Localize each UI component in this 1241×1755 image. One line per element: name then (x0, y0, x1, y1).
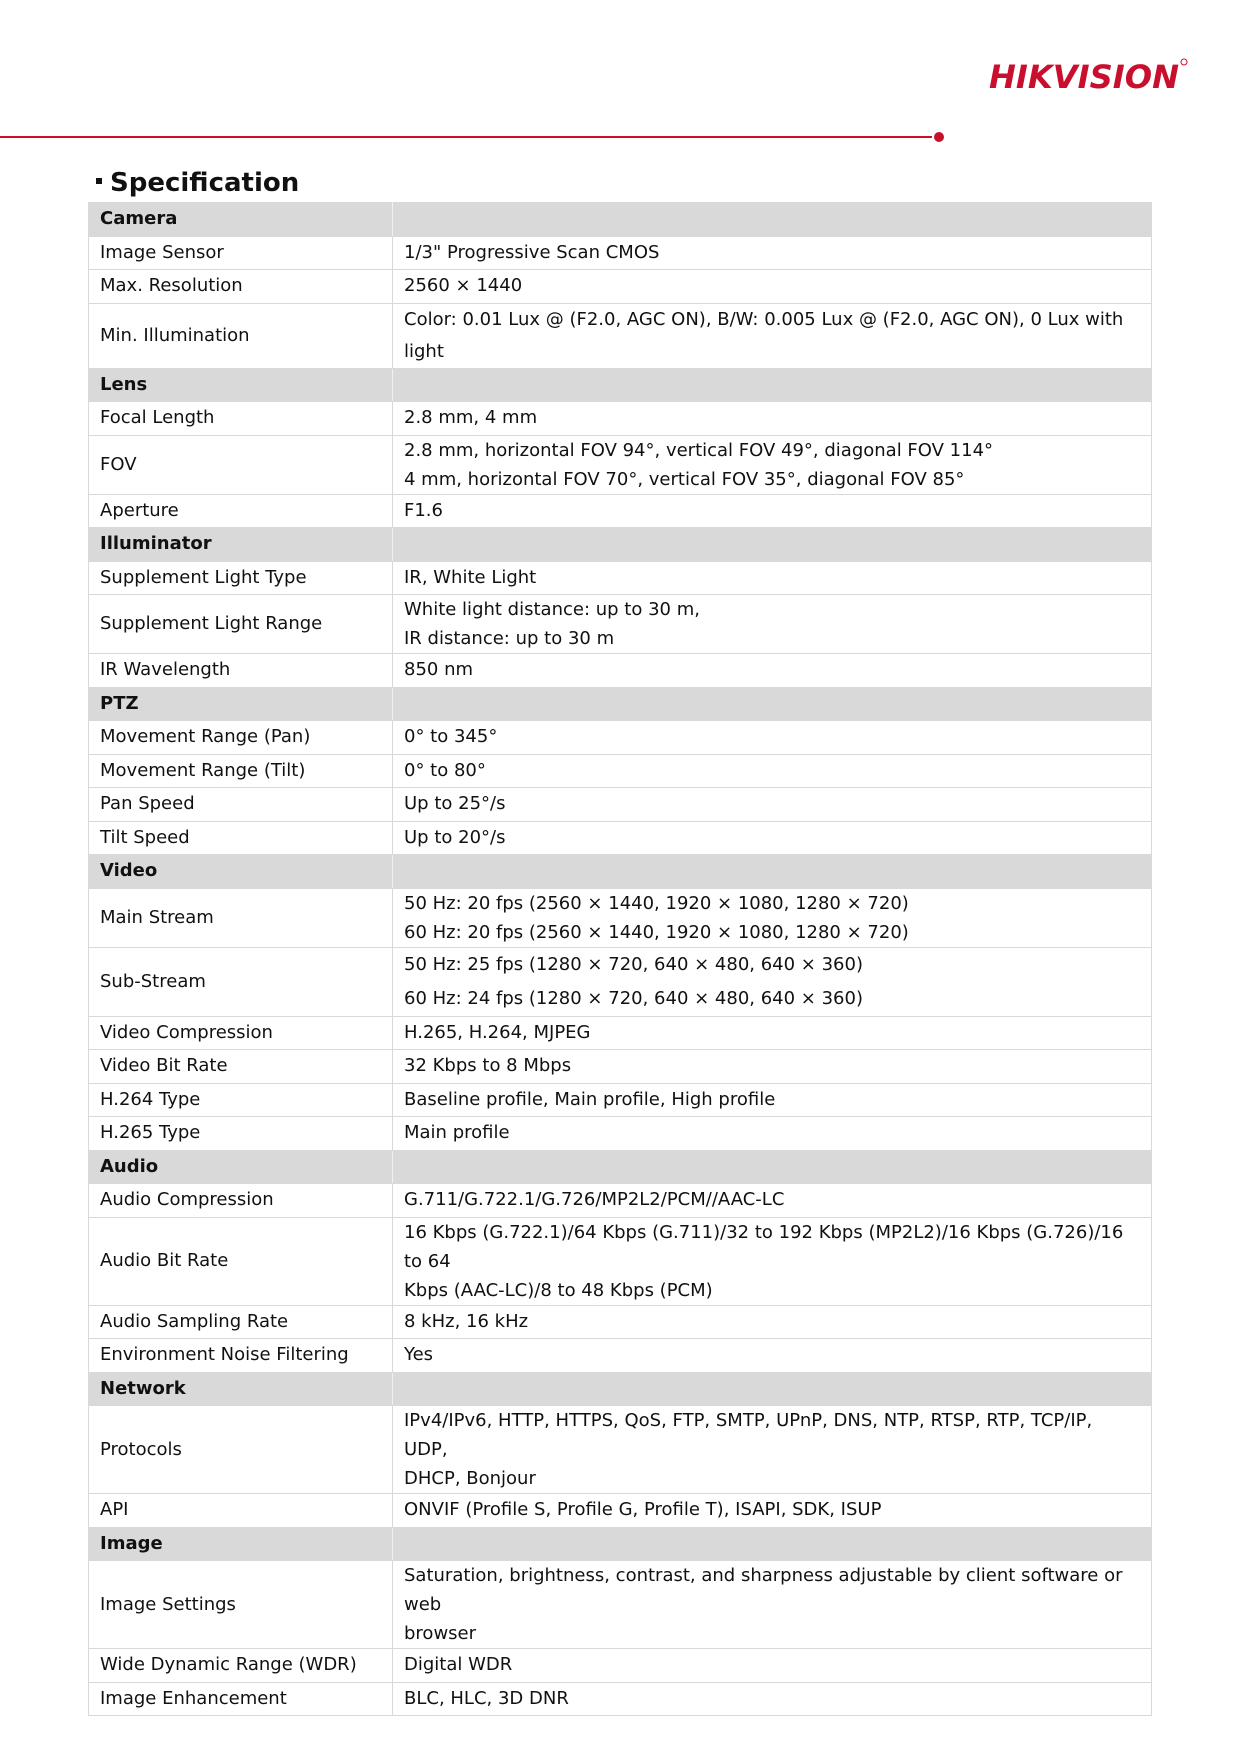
spec-label: Sub-Stream (89, 947, 393, 1016)
spec-value-line: H.265, H.264, MJPEG (404, 1021, 591, 1043)
spec-row (89, 303, 1152, 368)
spec-value (393, 303, 1152, 368)
section-header-blank (393, 368, 1152, 402)
spec-row (89, 595, 1152, 654)
section-title: Camera (89, 203, 393, 237)
spec-value-line: 50 Hz: 25 fps (1280 × 720, 640 × 480, 640 × 360) (404, 953, 863, 975)
spec-row (89, 1184, 1152, 1218)
spec-value (393, 435, 1152, 494)
spec-value (393, 1184, 1152, 1218)
spec-label: IR Wavelength (89, 654, 393, 688)
spec-label: H.264 Type (89, 1083, 393, 1117)
section-title: Image (89, 1527, 393, 1561)
section-title: Audio (89, 1150, 393, 1184)
spec-value (393, 888, 1152, 947)
section-title: Video (89, 855, 393, 889)
section-header-row (89, 528, 1152, 562)
spec-row (89, 1649, 1152, 1683)
spec-row (89, 1305, 1152, 1339)
spec-value-line: 2.8 mm, 4 mm (404, 407, 538, 429)
spec-row (89, 1217, 1152, 1305)
page-title (96, 168, 299, 198)
spec-label: Max. Resolution (89, 270, 393, 304)
spec-row (89, 888, 1152, 947)
section-header-row (89, 203, 1152, 237)
spec-value (393, 947, 1152, 1016)
spec-label: Protocols (89, 1406, 393, 1494)
spec-row (89, 1117, 1152, 1151)
spec-value (393, 754, 1152, 788)
spec-label: Video Bit Rate (89, 1050, 393, 1084)
spec-label: Image Sensor (89, 236, 393, 270)
spec-value-line: F1.6 (404, 499, 443, 521)
section-header-row (89, 1527, 1152, 1561)
spec-value-line: 32 Kbps to 8 Mbps (404, 1055, 572, 1077)
spec-value-line: Main profile (404, 1122, 510, 1144)
spec-value-line: 50 Hz: 20 fps (2560 × 1440, 1920 × 1080, 1280 × 720) (404, 892, 909, 914)
spec-value-line: 4 mm, horizontal FOV 70°, vertical FOV 35°, diagonal FOV 85° (404, 468, 965, 490)
spec-value (393, 494, 1152, 528)
spec-label: Image Enhancement (89, 1682, 393, 1716)
spec-row (89, 1561, 1152, 1649)
spec-label: Tilt Speed (89, 821, 393, 855)
section-header-blank (393, 1527, 1152, 1561)
section-header-blank (393, 687, 1152, 721)
spec-row (89, 821, 1152, 855)
spec-row (89, 494, 1152, 528)
spec-value (393, 654, 1152, 688)
spec-row (89, 1406, 1152, 1494)
section-header-row (89, 1372, 1152, 1406)
spec-value-line: Saturation, brightness, contrast, and sharpness adjustable by client software or web (404, 1565, 1123, 1615)
spec-value-line: 60 Hz: 24 fps (1280 × 720, 640 × 480, 640 × 360) (404, 987, 863, 1009)
spec-value-line: 8 kHz, 16 kHz (404, 1310, 529, 1332)
spec-row (89, 402, 1152, 436)
bullet-square-icon (96, 178, 102, 184)
section-header-row (89, 855, 1152, 889)
spec-value (393, 721, 1152, 755)
section-title: PTZ (89, 687, 393, 721)
spec-row (89, 236, 1152, 270)
spec-value-line: 0° to 80° (404, 759, 486, 781)
spec-label: H.265 Type (89, 1117, 393, 1151)
section-header-row (89, 368, 1152, 402)
section-title: Network (89, 1372, 393, 1406)
section-header-blank (393, 1372, 1152, 1406)
spec-value (393, 1050, 1152, 1084)
spec-row (89, 754, 1152, 788)
section-header-row (89, 687, 1152, 721)
spec-value-line: White light distance: up to 30 m, (404, 599, 700, 620)
spec-row (89, 947, 1152, 1016)
spec-label: Movement Range (Pan) (89, 721, 393, 755)
spec-label: Min. Illumination (89, 303, 393, 368)
spec-value-line: 2.8 mm, horizontal FOV 94°, vertical FOV 49°, diagonal FOV 114° (404, 439, 994, 461)
spec-label: FOV (89, 435, 393, 494)
spec-row (89, 561, 1152, 595)
spec-label: Aperture (89, 494, 393, 528)
spec-value (393, 1494, 1152, 1528)
spec-value-line: IR distance: up to 30 m (404, 628, 615, 649)
spec-value (393, 1016, 1152, 1050)
spec-label: Wide Dynamic Range (WDR) (89, 1649, 393, 1683)
spec-value-line: Up to 25°/s (404, 793, 506, 815)
spec-value-line: BLC, HLC, 3D DNR (404, 1687, 569, 1709)
spec-value (393, 561, 1152, 595)
hikvision-logo (989, 52, 1189, 98)
spec-row (89, 721, 1152, 755)
section-header-blank (393, 203, 1152, 237)
spec-row (89, 1339, 1152, 1373)
spec-value (393, 595, 1152, 654)
spec-value-line: IR, White Light (404, 566, 537, 588)
specification-table (88, 202, 1152, 1716)
spec-value-line: 850 nm (404, 659, 474, 681)
spec-value-line: Baseline profile, Main profile, High profile (404, 1088, 776, 1110)
spec-label: API (89, 1494, 393, 1528)
section-header-blank (393, 1150, 1152, 1184)
spec-row (89, 654, 1152, 688)
spec-value-line: browser (404, 1623, 477, 1644)
spec-row (89, 1050, 1152, 1084)
spec-row (89, 1016, 1152, 1050)
spec-value (393, 1217, 1152, 1305)
spec-value (393, 1649, 1152, 1683)
spec-label: Supplement Light Range (89, 595, 393, 654)
spec-value (393, 1682, 1152, 1716)
spec-value (393, 236, 1152, 270)
spec-value (393, 1561, 1152, 1649)
section-title: Lens (89, 368, 393, 402)
spec-value-line: 0° to 345° (404, 726, 498, 748)
spec-value-line: DHCP, Bonjour (404, 1468, 536, 1489)
spec-value-line: Up to 20°/s (404, 826, 506, 848)
spec-value (393, 402, 1152, 436)
section-title: Illuminator (89, 528, 393, 562)
spec-row (89, 1083, 1152, 1117)
spec-row (89, 1682, 1152, 1716)
section-header-blank (393, 528, 1152, 562)
spec-label: Audio Compression (89, 1184, 393, 1218)
spec-label: Audio Sampling Rate (89, 1305, 393, 1339)
spec-value (393, 1339, 1152, 1373)
spec-value-line: 1/3" Progressive Scan CMOS (404, 241, 660, 263)
spec-value (393, 1117, 1152, 1151)
spec-row (89, 1494, 1152, 1528)
spec-value-line: Color: 0.01 Lux @ (F2.0, AGC ON), B/W: 0.005 Lux @ (F2.0, AGC ON), 0 Lux with light (404, 308, 1124, 362)
spec-value-line: Digital WDR (404, 1654, 513, 1676)
header-rule-dot (934, 132, 944, 142)
spec-label: Image Settings (89, 1561, 393, 1649)
spec-value-line: IPv4/IPv6, HTTP, HTTPS, QoS, FTP, SMTP, UPnP, DNS, NTP, RTSP, RTP, TCP/IP, UDP, (404, 1410, 1093, 1460)
section-header-blank (393, 855, 1152, 889)
page-title-text: Specification (110, 168, 300, 198)
spec-value-line: 16 Kbps (G.722.1)/64 Kbps (G.711)/32 to 192 Kbps (MP2L2)/16 Kbps (G.726)/16 to 64 (404, 1221, 1124, 1272)
spec-value-line: Yes (404, 1344, 434, 1366)
spec-value (393, 1305, 1152, 1339)
spec-label: Main Stream (89, 888, 393, 947)
spec-value-line: ONVIF (Profile S, Profile G, Profile T), ISAPI, SDK, ISUP (404, 1499, 882, 1521)
spec-value (393, 270, 1152, 304)
spec-label: Video Compression (89, 1016, 393, 1050)
spec-value (393, 1406, 1152, 1494)
spec-value (393, 1083, 1152, 1117)
spec-value-line: G.711/G.722.1/G.726/MP2L2/PCM//AAC-LC (404, 1189, 785, 1211)
spec-label: Pan Speed (89, 788, 393, 822)
spec-row (89, 270, 1152, 304)
spec-label: Audio Bit Rate (89, 1217, 393, 1305)
spec-label: Focal Length (89, 402, 393, 436)
spec-row (89, 435, 1152, 494)
spec-label: Environment Noise Filtering (89, 1339, 393, 1373)
spec-value-line: 2560 × 1440 (404, 275, 523, 297)
spec-row (89, 788, 1152, 822)
spec-label: Supplement Light Type (89, 561, 393, 595)
spec-value-line: Kbps (AAC-LC)/8 to 48 Kbps (PCM) (404, 1279, 713, 1301)
svg-text:HIKVISION: HIKVISION (989, 58, 1180, 96)
spec-value (393, 821, 1152, 855)
header-red-rule (0, 136, 932, 138)
spec-value-line: 60 Hz: 20 fps (2560 × 1440, 1920 × 1080, 1280 × 720) (404, 921, 909, 943)
spec-value (393, 788, 1152, 822)
spec-label: Movement Range (Tilt) (89, 754, 393, 788)
section-header-row (89, 1150, 1152, 1184)
